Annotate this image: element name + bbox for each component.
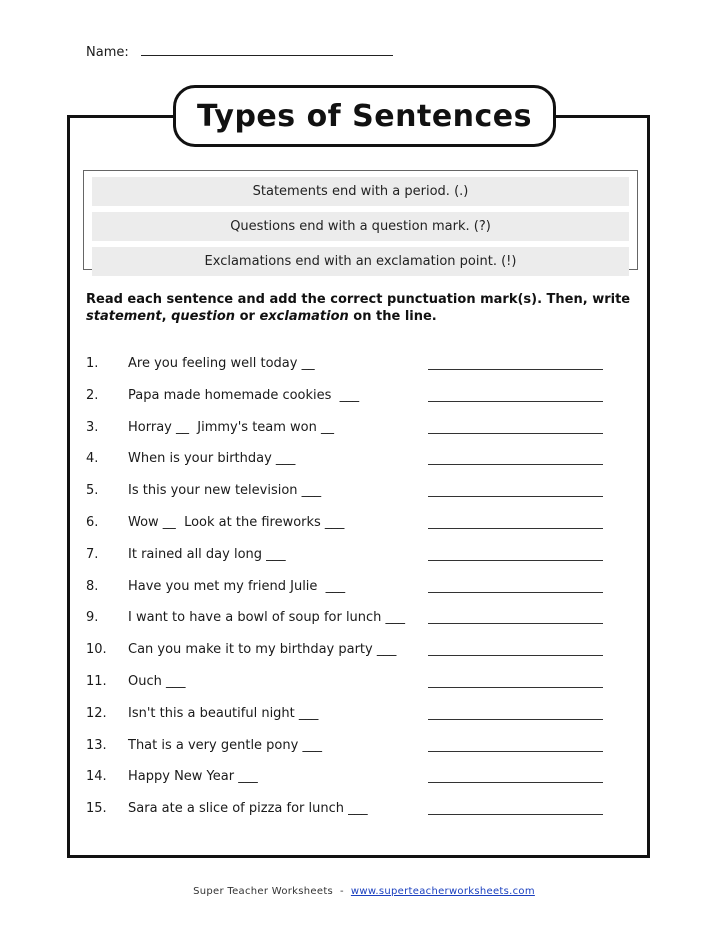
list-item: [86, 579, 616, 611]
rule-exclamation: Exclamations end with an exclamation point. (!): [92, 247, 629, 276]
answer-line[interactable]: [428, 814, 603, 815]
item-sentence: I want to have a bowl of soup for lunch ___: [128, 610, 406, 626]
list-item: [86, 547, 616, 579]
item-number: 7.: [86, 546, 99, 562]
item-number: 3.: [86, 419, 99, 435]
list-item: [86, 356, 616, 388]
item-number: 9.: [86, 610, 99, 626]
list-item: [86, 674, 616, 706]
item-sentence: Is this your new television ___: [128, 483, 322, 499]
item-number: 2.: [86, 387, 99, 403]
item-sentence: Sara ate a slice of pizza for lunch ___: [128, 801, 368, 817]
instructions-part1: Read each sentence and add the correct punctuation mark(s). Then, write: [86, 292, 631, 307]
item-number: 4.: [86, 451, 99, 467]
answer-line[interactable]: [428, 782, 603, 783]
answer-line[interactable]: [428, 369, 603, 370]
item-number: 6.: [86, 514, 99, 530]
list-item: [86, 388, 616, 420]
item-sentence: That is a very gentle pony ___: [128, 737, 322, 753]
instructions: [86, 291, 646, 325]
item-number: 8.: [86, 578, 99, 594]
item-sentence: It rained all day long ___: [128, 546, 286, 562]
answer-line[interactable]: [428, 464, 603, 465]
list-item: [86, 420, 616, 452]
title-banner: [173, 85, 556, 147]
page-title: Types of Sentences: [196, 98, 533, 134]
answer-line[interactable]: [428, 623, 603, 624]
item-sentence: Are you feeling well today __: [128, 356, 315, 371]
answer-line[interactable]: [428, 592, 603, 593]
list-item: [86, 483, 616, 515]
answer-line[interactable]: [428, 560, 603, 561]
name-label: Name:: [86, 45, 129, 60]
item-number: 12.: [86, 705, 107, 721]
instructions-sep1: ,: [161, 309, 172, 324]
item-number: 11.: [86, 673, 107, 689]
item-sentence: Have you met my friend Julie ___: [128, 578, 346, 594]
list-item: [86, 515, 616, 547]
item-sentence: Horray __ Jimmy's team won __: [128, 419, 335, 435]
answer-line[interactable]: [428, 496, 603, 497]
list-item: [86, 801, 616, 833]
item-sentence: Ouch ___: [128, 673, 186, 689]
item-sentence: When is your birthday ___: [128, 451, 296, 467]
instructions-question: question: [171, 309, 236, 324]
instructions-sep2: or: [235, 309, 260, 324]
instructions-statement: statement: [86, 309, 162, 324]
answer-line[interactable]: [428, 719, 603, 720]
answer-line[interactable]: [428, 751, 603, 752]
item-sentence: Wow __ Look at the fireworks ___: [128, 514, 345, 530]
item-sentence: Happy New Year ___: [128, 769, 258, 785]
item-number: 15.: [86, 801, 107, 817]
item-number: 10.: [86, 642, 107, 658]
item-number: 1.: [86, 356, 99, 371]
item-number: 5.: [86, 483, 99, 499]
answer-line[interactable]: [428, 528, 603, 529]
answer-line[interactable]: [428, 687, 603, 688]
rule-statement: Statements end with a period. (.): [92, 177, 629, 206]
item-sentence: Isn't this a beautiful night ___: [128, 705, 319, 721]
instructions-part2: on the line.: [348, 309, 437, 324]
name-input-line[interactable]: [141, 44, 393, 56]
answer-line[interactable]: [428, 655, 603, 656]
answer-line[interactable]: [428, 433, 603, 434]
footer-text: Super Teacher Worksheets -: [193, 886, 351, 897]
list-item: [86, 642, 616, 674]
item-number: 14.: [86, 769, 107, 785]
footer-link[interactable]: www.superteacherworksheets.com: [350, 886, 535, 897]
footer: [0, 886, 728, 897]
item-sentence: Papa made homemade cookies ___: [128, 387, 360, 403]
punctuation-rules-box: [83, 170, 638, 270]
list-item: [86, 706, 616, 738]
list-item: [86, 769, 616, 801]
list-item: [86, 451, 616, 483]
rule-question: Questions end with a question mark. (?): [92, 212, 629, 241]
list-item: [86, 610, 616, 642]
name-field-row: [86, 44, 393, 60]
item-sentence: Can you make it to my birthday party ___: [128, 642, 397, 658]
sentence-list: [86, 356, 616, 833]
list-item: [86, 738, 616, 770]
answer-line[interactable]: [428, 401, 603, 402]
instructions-exclamation: exclamation: [259, 309, 349, 324]
item-number: 13.: [86, 737, 107, 753]
